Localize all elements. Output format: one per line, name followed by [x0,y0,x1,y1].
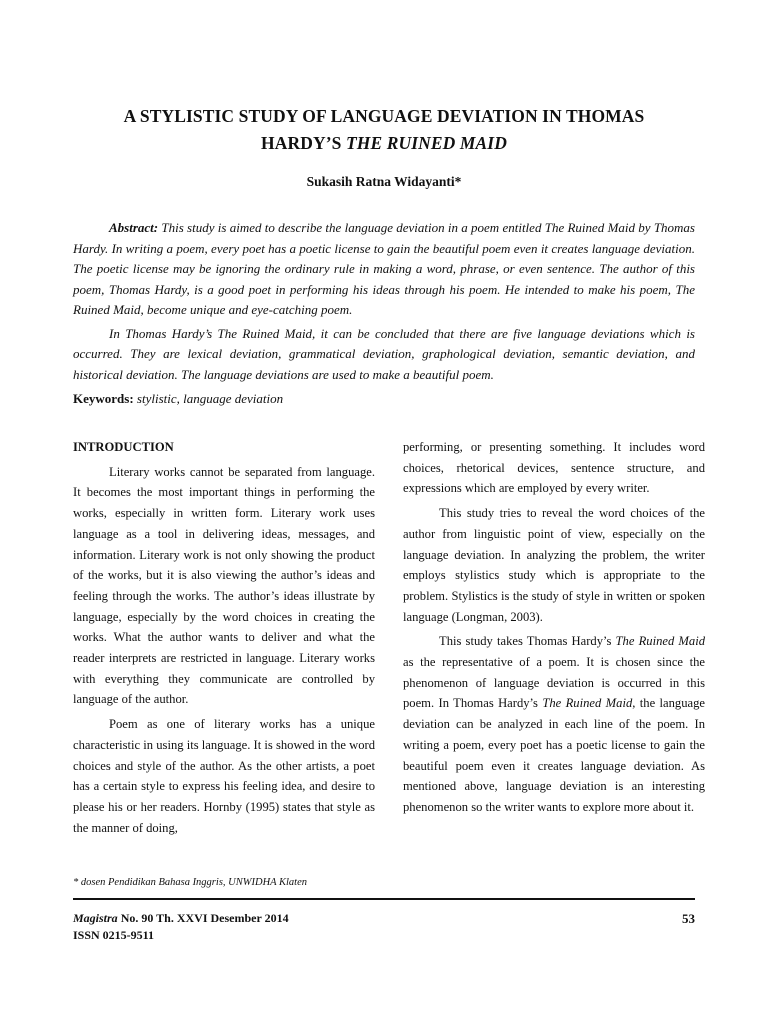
body-column-right [403,437,705,822]
footnote: * dosen Pendidikan Bahasa Inggris, UNWIDHA Klaten [73,877,307,888]
p5-italic-title-1: The Ruined Maid [615,634,705,649]
journal-name: Magistra [73,911,118,925]
page-number: 53 [682,911,695,926]
body-paragraph-3: performing, or presenting something. It includes word choices, rhetorical devices, sentence structure, and expressions which are employed by every writer. [403,440,705,496]
journal-issue-line [73,910,695,927]
p5-part-a: This study takes Thomas Hardy’s [439,634,616,649]
abstract-paragraph-1 [73,218,695,321]
title-line-2-prefix: HARDY’S [261,133,346,153]
journal-footer [73,910,695,944]
journal-issn: ISSN 0215-9511 [73,928,155,942]
abstract [73,218,695,388]
p5-italic-title-2: The Ruined Maid [542,696,633,711]
body-paragraph-2: Poem as one of literary works has a unique characteristic in using its language. It is showed in the word choices and style of the author. As the other artists, a poet has a certain style to express his feeling idea, and desire to please his or her readers. Hornby (1995) states that style as the manner of doing, [73,717,375,835]
section-heading: INTRODUCTION [73,440,174,454]
p5-part-c: as the representative of a poem. It is chosen since the phenomenon of language deviation is occurred in this poem. In Thomas Hardy’s [403,655,705,711]
keywords-value: stylistic, language deviation [133,391,284,406]
body-paragraph-5 [403,631,705,817]
keywords-label: Keywords: [73,391,134,406]
abstract-label: Abstract: [109,220,159,235]
abstract-text-1: This study is aimed to describe the language deviation in a poem entitled The Ruined Maid by Thomas Hardy. In writing a poem, every poet has a poetic license to gain the beautiful poem even it creates language deviation. The poetic license may be ignoring the ordinary rule in making a word, phrase, or even sentence. The author of this poem, Thomas Hardy, is a good poet in performing his ideas through his poem. He intended to make his poem, The Ruined Maid, become unique and eye-catching poem. [73,220,695,317]
body-column-left [73,437,375,842]
title-line-1: A STYLISTIC STUDY OF LANGUAGE DEVIATION IN THOMAS [123,106,645,126]
title-line-2-italic: THE RUINED MAID [345,133,507,153]
body-paragraph-1: Literary works cannot be separated from language. It becomes the most important things in performing the works, especially in written form. Literary work uses language as a tool in delivering ideas, messages, and information. Literary work is not only showing the product of the works, but it is also viewing the author’s ideas and feeling through the works. The author’s ideas illustrate by language, especially by the word choices in creating the works. What the author wants to deliver and what the reader interprets are restricted in language. Literary works with everything they communicate are controlled by language of the author. [73,464,375,707]
author-name: Sukasih Ratna Widayanti* [306,174,462,189]
journal-issue: No. 90 Th. XXVI Desember 2014 [117,911,289,925]
keywords [73,389,695,409]
body-paragraph-4: This study tries to reveal the word choices of the author from linguistic point of view, especially on the language deviation. In analyzing the problem, the writer employs stylistics study which is appropriate to the problem. Stylistics is the study of style in written or spoken language (Longman, 2003). [403,506,705,624]
abstract-paragraph-2: In Thomas Hardy’s The Ruined Maid, it can be concluded that there are five language deviations which is occurred. They are lexical deviation, grammatical deviation, graphological deviation, semantic deviation, and historical deviation. The language deviations are used to make a beautiful poem. [73,325,695,382]
paper-title [60,103,708,157]
footer-rule [73,898,695,900]
p5-part-e: , the language deviation can be analyzed in each line of the poem. In writing a poem, every poet has a poetic license to gain the beautiful poem even it creates language deviation. As mentioned above, language deviation is an interesting phenomenon so the writer wants to explore more about it. [403,696,705,814]
title-line-2 [60,130,708,157]
